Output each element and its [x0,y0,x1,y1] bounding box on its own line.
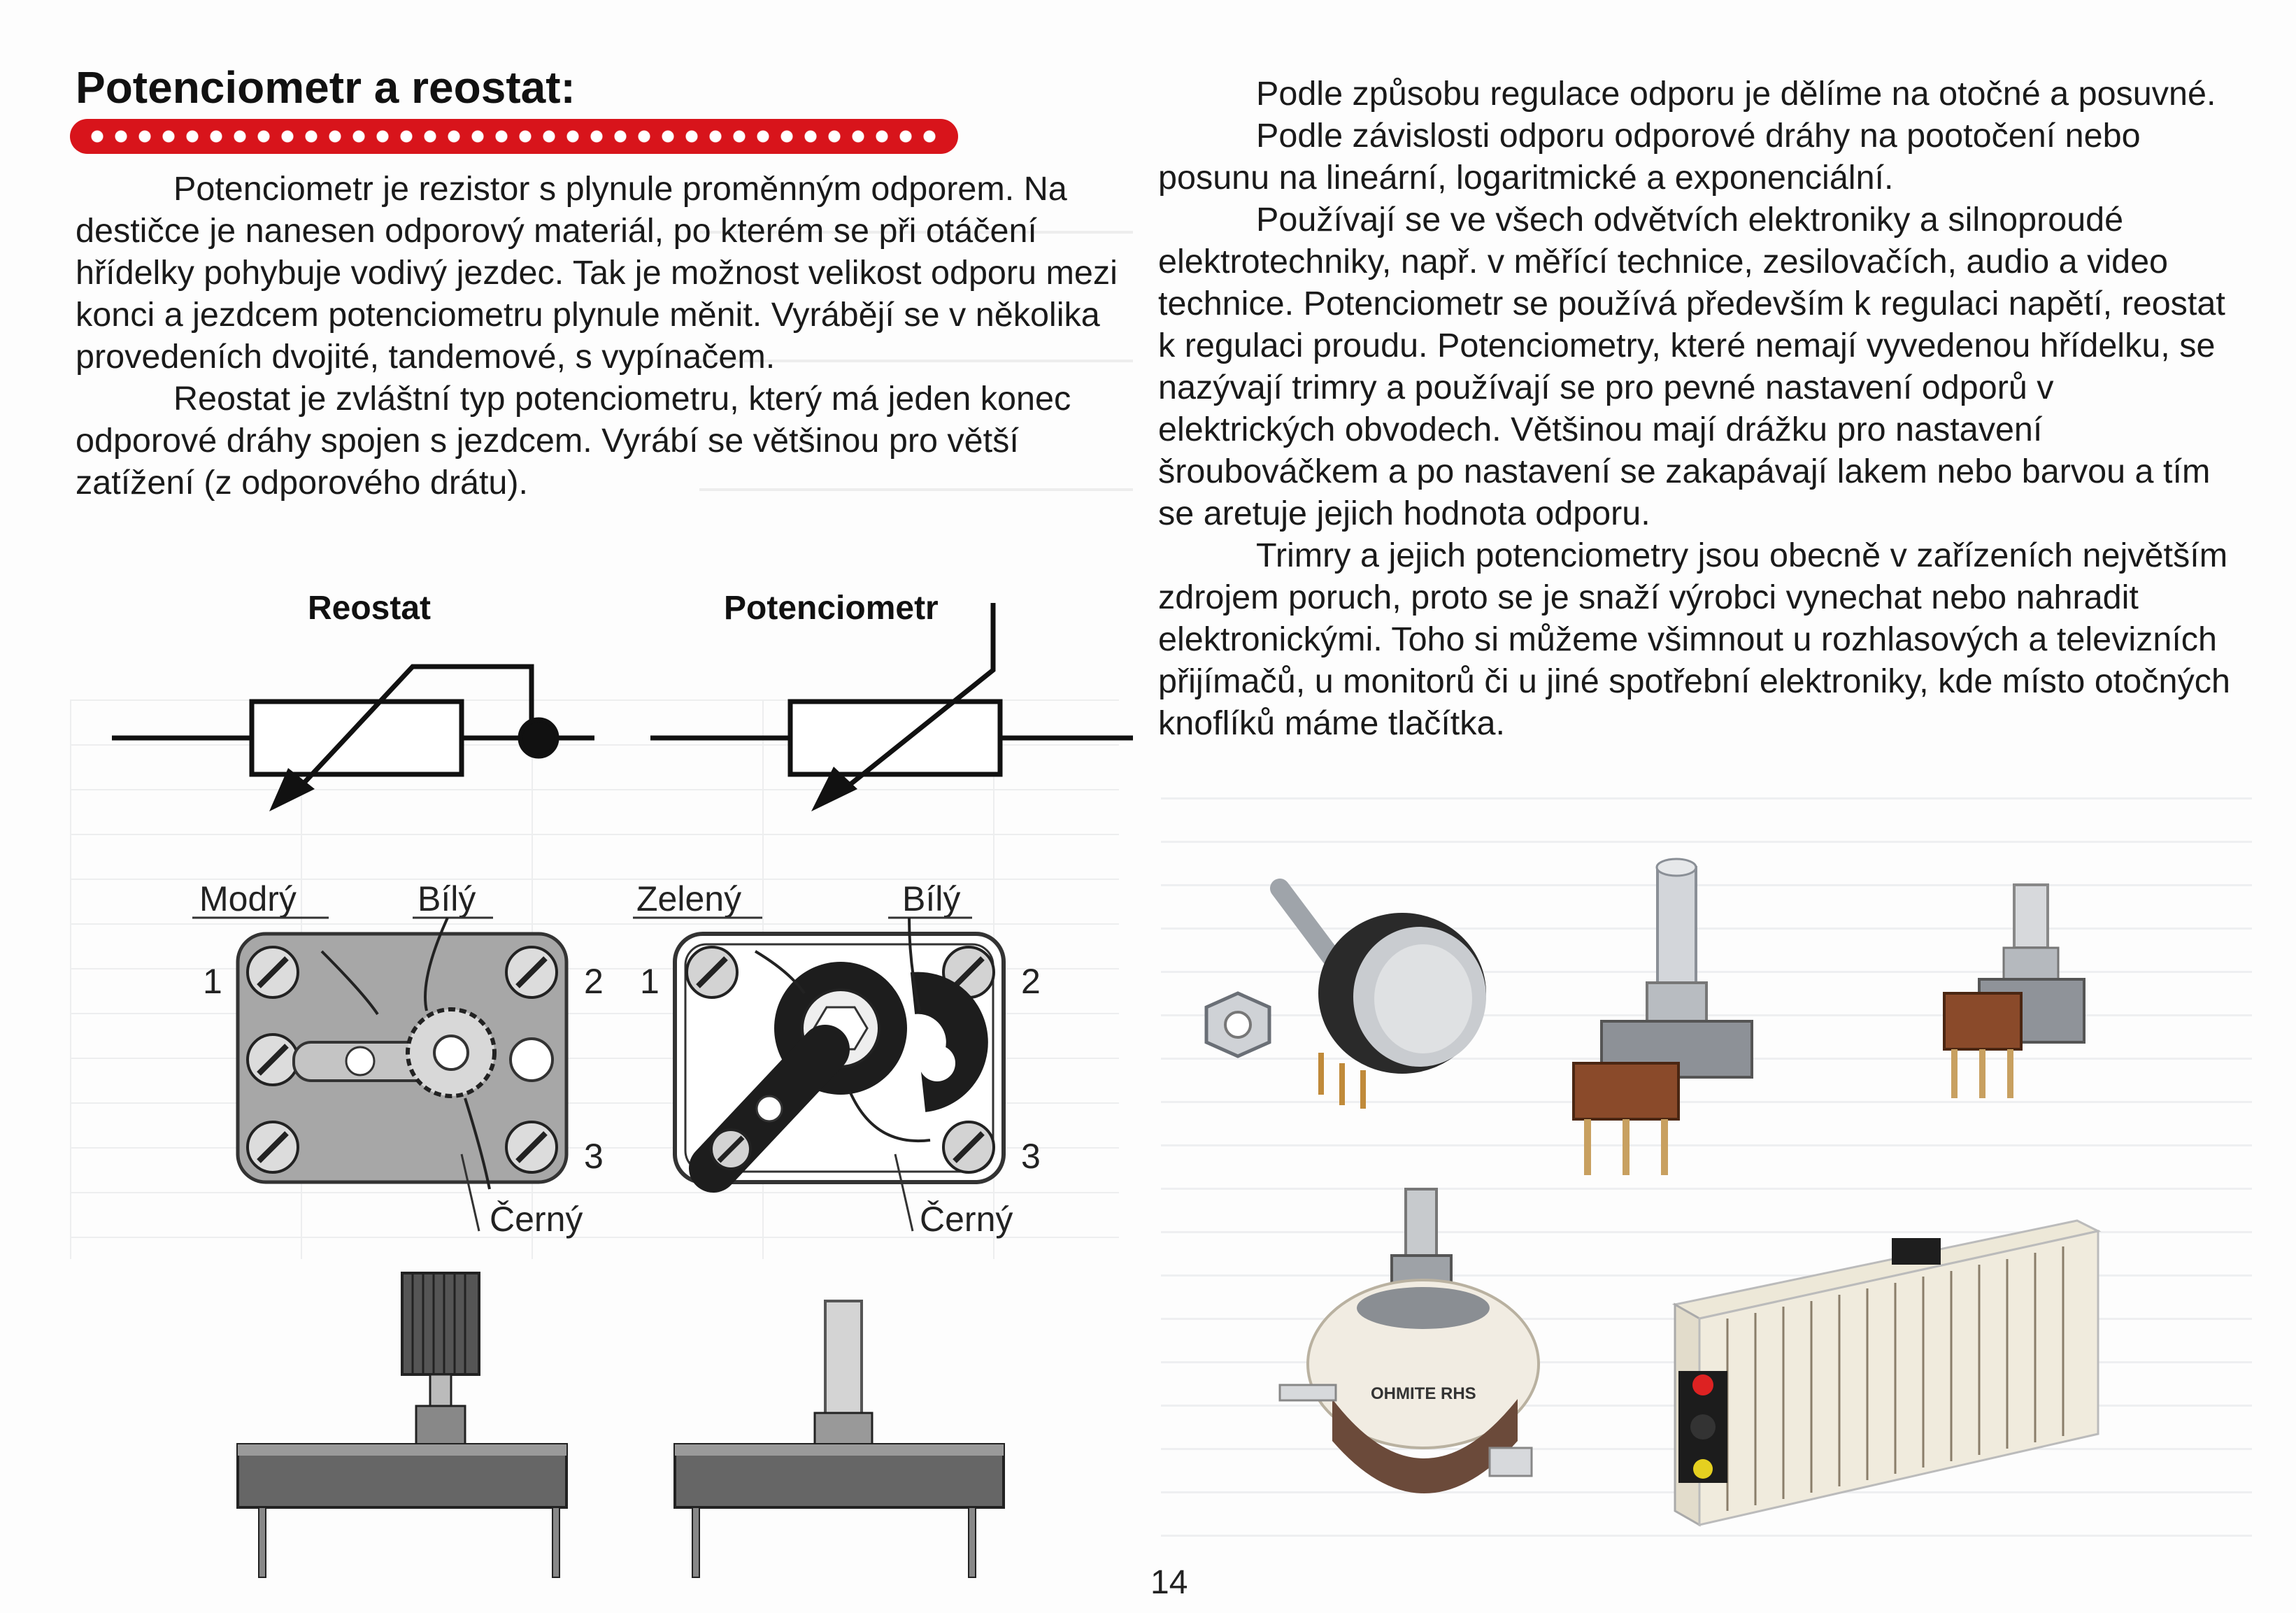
pin-3-left: 3 [584,1137,604,1176]
left-board-drawing [238,918,566,1189]
label-bily-left: Bílý [418,879,476,918]
pin-3-right: 3 [1021,1137,1041,1176]
photo-vertical-potentiometer [1574,859,1752,1175]
pin-2-right: 2 [1021,962,1041,1001]
rheostat-label: OHMITE RHS [1371,1384,1476,1403]
side-view-knob [238,1273,566,1577]
label-modry: Modrý [199,879,297,918]
reostat-symbol [112,667,594,794]
side-view-shaft [675,1301,1004,1577]
wiring-diagrams [0,860,1154,1252]
reostat-symbol-label: Reostat [308,590,432,627]
paragraph-trimry: Trimry a jejich potenciometry jsou obecně v zařízeních největším zdrojem poruch, proto se je snaží výrobci vynechat nebo nahradit elektronickými. Toho si můžeme všimnout u rozhlasových a televizních přijímačů, u monitorů či u jiné spotřební elektroniky, kde místo otočných knoflíků máme tlačítka. [1158,537,2230,742]
potentiometer-side-views [0,1259,1154,1595]
photo-dual-potentiometer [1944,885,2084,1098]
label-cerny-right: Černý [920,1200,1013,1239]
page-title: Potenciometr a reostat: [76,62,576,113]
label-cerny-left: Černý [490,1200,583,1239]
paragraph-regulace: Podle způsobu regulace odporu je dělíme na otočné a posuvné. [1256,75,2216,113]
photo-slide-rheostat [1675,1221,2098,1525]
page-number: 14 [1150,1564,1188,1601]
photo-rheostat [1280,1189,1539,1493]
pin-1-right: 1 [640,962,659,1001]
pin-2-left: 2 [584,962,604,1001]
paragraph-zavislost: Podle závislosti odporu odporové dráhy na pootočení nebo posunu na lineární, logaritmické a exponenciální. [1158,117,2141,197]
label-bily-right: Bílý [902,879,961,918]
paragraph-potenciometr: Potenciometr je rezistor s plynule proměnným odporem. Na destičce je nanesen odporový materiál, po kterém se při otáčení hřídelky pohybuje vodivý jezdec. Tak je možnost velikost odporu mezi konci a jezdcem potenciometru plynule měnit. Vyrábějí se v několika provedeních dvojité, tandemové, s vypínačem. [76,170,1118,376]
right-board-drawing [675,918,1004,1182]
potenciometr-symbol [650,603,1133,796]
pin-1-left: 1 [203,962,222,1001]
potenciometr-symbol-label: Potenciometr [724,590,939,627]
photo-rotary-potentiometer [1206,888,1486,1109]
paragraph-pouziti: Používají se ve všech odvětvích elektroniky a silnoproudé elektrotechniky, např. v měřící technice, zesilovačích, audio a video technice. Potenciometr se používá především k regulaci napětí, reostat k regulaci proudu. Potenciometry, které nemají vyvedenou hřídelku, se nazývají trimry a používají se pro pevné nastavení odporů v elektrických obvodech. Většinou mají drážku pro nastavení šroubováčkem a po nastavení se zakapávají lakem nebo barvou a tím se aretuje jejich hodnota odporu. [1158,201,2225,532]
label-zeleny: Zelený [636,879,742,918]
potentiometer-photos [1154,825,2273,1567]
right-text-column [1158,73,2235,744]
schematic-symbols [0,0,1154,909]
paragraph-reostat: Reostat je zvláštní typ potenciometru, který má jeden konec odporové dráhy spojen s jezdcem. Vyrábí se většinou pro větší zatížení (z odporového drátu). [76,380,1071,502]
